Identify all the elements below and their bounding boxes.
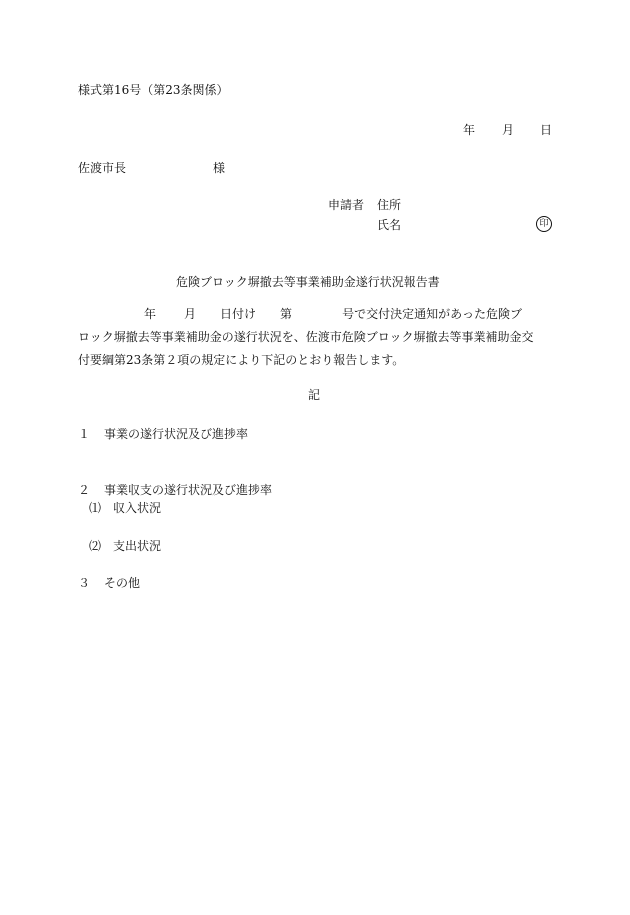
item-number: ３	[78, 576, 91, 590]
item-text: 事業収支の遂行状況及び進捗率	[104, 483, 273, 497]
date-day: 日	[540, 123, 553, 137]
body-month: 月	[184, 307, 197, 321]
item-number: １	[78, 427, 91, 441]
seal-mark	[536, 216, 552, 232]
body-year: 年	[144, 307, 157, 321]
body-paragraph	[78, 308, 554, 377]
name-label: 氏名	[377, 218, 402, 232]
seal-icon: 印	[536, 216, 552, 232]
body-date-suffix: 日付け	[220, 307, 257, 321]
item-1	[78, 428, 248, 440]
item-3	[78, 577, 140, 589]
body-line-3: 付要綱第23条第２項の規定により下記のとおり報告します。	[78, 353, 405, 367]
recipient-name: 佐渡市長	[78, 161, 127, 175]
recipient-honorific: 様	[213, 161, 226, 175]
item-text: その他	[104, 576, 141, 590]
body-line1-rest: 号で交付決定通知があった危険ブ	[342, 307, 522, 321]
subitem-1	[89, 502, 161, 514]
date-year: 年	[463, 123, 476, 137]
address-label: 住所	[377, 198, 402, 212]
subitem-text: 支出状況	[113, 539, 162, 553]
ki-heading: 記	[308, 388, 321, 402]
subitem-2	[89, 540, 161, 552]
subitem-number: ⑵	[89, 539, 102, 553]
document-title: 危険ブロック塀撤去等事業補助金遂行状況報告書	[176, 275, 440, 289]
form-id: 様式第16号（第23条関係）	[78, 83, 229, 97]
item-text: 事業の遂行状況及び進捗率	[104, 427, 249, 441]
item-2	[78, 484, 272, 496]
body-number-prefix: 第	[280, 307, 293, 321]
subitem-number: ⑴	[89, 501, 102, 515]
applicant-label: 申請者	[328, 198, 365, 212]
body-line-2: ロック塀撤去等事業補助金の遂行状況を、佐渡市危険ブロック塀撤去等事業補助金交	[78, 330, 534, 344]
date-month: 月	[502, 123, 515, 137]
item-number: ２	[78, 483, 91, 497]
body-line-1	[78, 308, 554, 331]
subitem-text: 収入状況	[113, 501, 162, 515]
